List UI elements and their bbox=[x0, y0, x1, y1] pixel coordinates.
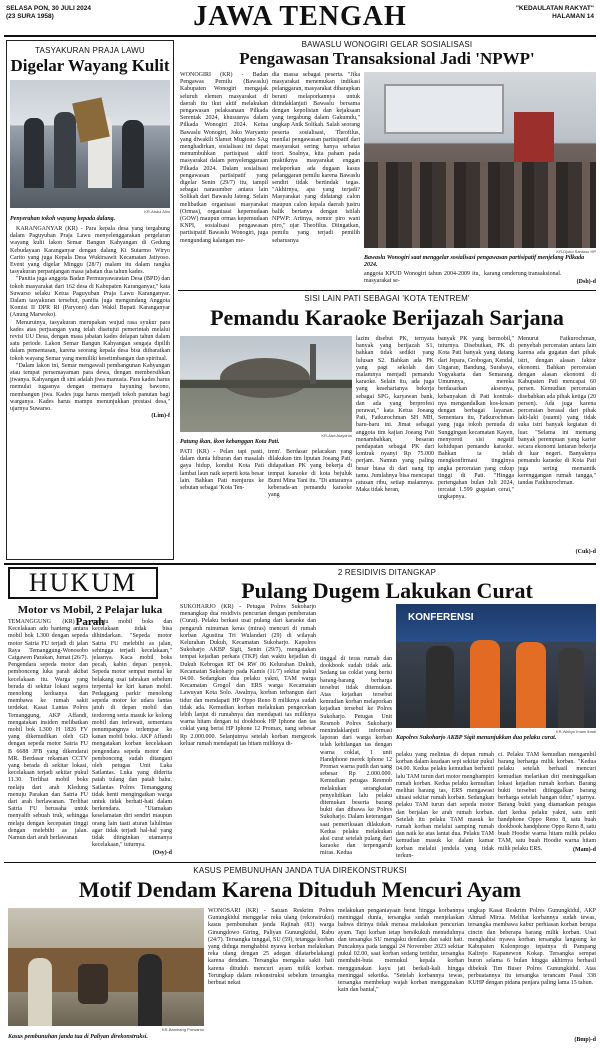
story5-photo bbox=[396, 604, 596, 728]
story2-column-3: anggota KPUD Wonogiri tahun 2004-2009 itu, masyarakat se- bbox=[364, 271, 480, 285]
story2-photo bbox=[364, 72, 596, 248]
story3-kicker: SISI LAIN PATI SEBAGAI 'KOTA TENTREM' bbox=[304, 294, 470, 303]
story2-column-1: WONOGIRI (KR) - Badan Pengawas Pemilu (Bawaslu) Kabupaten Wonogiri mengajak seluruh elemen masyarakat di daerah itu ikut aktif melakukan pengawasan pelaksanaan Pilkada Serentak 2024, khususnya dalam Pilkada Wonogiri 2024. Ketua Bawaslu Wonogiri, Joko Waryanto yang diwakili Slamet Mugiono SAg menghadirkan, sosialisasi ini dapat menumbuhkan partisipasi aktif masyarakat dalam penyelenggaraan Pilkada 2024. Dalam sosialisasi pengawasan partisipatif yang digelar Senin (29/7) itu, tampil sebagai narasumber antara lain Solikah dari Bawaslu Jateng. Selain melibatkan organisasi masyarakat (Ormas), organisasi kepemudaan (GOW) maupun ormas kepemudaan KNPI, sosialisasi pengawasan partisipatif Bawaslu Wonogiri, juga mengundang kalangan me- bbox=[180, 72, 268, 244]
hukum-headline: Pulang Dugem Lakukan Curat bbox=[241, 578, 533, 603]
story3-caption: Patung ikan, ikon kebanggan Kota Pati. bbox=[180, 439, 280, 445]
story4-headline: Motor vs Mobil, 2 Pelajar luka Parah bbox=[17, 604, 163, 628]
story3-photo-credit: KR-Alwi Alaydrus bbox=[321, 433, 352, 438]
masthead-paper: "KEDAULATAN RAKYAT" bbox=[515, 5, 594, 12]
story3-column-4: banyak PK yang bermobil," tuturnya. Disebutkan, PK di Kota Pati banyak yang datang dari Jepara, Grobogan, Kendal, Ungaran, Bandung, Surabaya, Yogyakarta dan Semarang. Umumnya, mereka berdasarkan aksesnya, kebanyakan di Pati kontrak-nya mengandalkan kos-kosan dengan berbagai layanan. Sementara itu, Fatkurochman yang juga tokoh pemuda di Sunggingan kecamatan Kayen, menyoroti sisi negatif kehidupan pemandu karaoke. Bahkan ia telah mengkonfirmasi tingginya angka perceraian yang cukup tinggi di Pati. "Hingga pertengahan bulan Juli 2024, tercatat 1.599 gugatan cerai," ungkapnya. bbox=[438, 336, 514, 501]
story6-kicker: KASUS PEMBUNUHAN JANDA TUA DIREKONSTRUKSI bbox=[193, 866, 407, 875]
story6-column-3: ungkap Kasat Reskrim Polres Gunungkidul, AKP Ahmad Mirza. Melihat korbannya sudah tewas, tersangka membawa kabur perhiasan korban berupa cincin dan beberapa barang milik korban. Usai menghabisi nyawa korban tersangka langsung ke Kabupaten Kulonprogo tepatnya di Pampang Kalirejo Kapanewon Kokap. Tersangka sempat buron selama 6 bulan hingga akhirnya berhasil dibekuk Tim Buser Polres Gunungkidul. Atas perbuatannya itu tersangka terancam Pasal 338 KUHP dengan pidana penjara paling lama 15 tahun. bbox=[468, 908, 596, 987]
masthead-page: HALAMAN 14 bbox=[552, 13, 594, 20]
masthead-rule bbox=[4, 35, 596, 37]
story4-signature: (Osy)-d bbox=[152, 850, 172, 856]
story6-photo bbox=[8, 908, 204, 1026]
story1-body bbox=[10, 226, 170, 556]
story6-column-1: WONOSARI (KR) - Satuan Reskrim Polres Gunungkidul menggelar reka ulang (rekonstruksi) kasus pembunuhan janda Rajinah (83) warga Ginungdowo Giring, Paliyan Gunungkidul, Rabu (24/7). Tersangka tunggal, SU (59), tetangga korban yang diduga menghabisi nyawa korban melakukan reka ulang dengan 25 adegan dilatarbelakangi karena dendam. Tersangka mengaku sakit hati karena dituduh mencuri ayam milik korban. Terungkap dalam rekonstruksi sebelum tersangka berbuat nekat bbox=[208, 908, 334, 987]
story2-column-2: dia massa sebagai peserta. "Jika masyarakat menemukan indikasi pelanggaran, masyarakat diharapkan berani melaporkannya untuk ditindaklanjuti Bawaslu bersama dengan kepolisian dan kejaksaan yang tergabung dalam Gakumdu," ungkap Anik Solikah. Salah seorang peserta sosialisasi, Theofilus, menilai pengawasan partisipatif dari masyarakat sering hanya sebatas teori. Soalnya, kita paham pada praktiknya masyarakat enggan melaporkan ada dugaan kasus pelanggaran pemilu karena Bawaslu sendiri tidak bertindak tegas. "Akhirnya, apa yang terjadi? Masyarakat yang didatangi calon maupun calon kepala daerah justru balik bertanya dengan istilah NPWP: Artinya, nomor piro wani piro," ujar Theofilus. Diingatkan, pemilu yang terjadi pemilih seharusnya bbox=[272, 72, 360, 244]
story6-column-2: melakukan penganiayaan berat hingga korbannya meninggal dunia, tersangka sudah menjelaskan bahwa dirinya tidak merasa melakukan pencurian ayam. Tapi korban tetap bersikukuh menuduhnya dan tersangka SU mengaku dendam dan sakit hati. Puncaknya pada tanggal 24 November 2023 sekitar pukul 02.00, saat korban sedang tertidur, tersangka membabi-buta memukul kepala korban menggunakan kayu jati berkali-kali hingga meninggal seketika. "Setelah korbannya tewas, tersangka membekap wajah korban menggunakan kain dan bantal," bbox=[338, 908, 464, 994]
story3-photo bbox=[180, 336, 352, 432]
story2-headline: Pengawasan Transaksional Jadi 'NPWP' bbox=[239, 49, 535, 68]
story1-photo bbox=[10, 80, 170, 208]
masthead-title: JAWA TENGAH bbox=[193, 1, 407, 32]
story2-kicker: BAWASLU WONOGIRI GELAR SOSIALISASI bbox=[301, 40, 473, 49]
story2-signature: (Dsh)-d bbox=[576, 279, 596, 285]
story4-column-1: TEMANGGUNG (KR) - Kecelakaan adu banteng antara mobil bok L300 dengan sepeda motor Satria FU terjadi di jalan Raya Temanggung-Wonosobo Catgawen Parakan, Jumat (26/7). Pengendara sepeda motor dan pembonceng luka parah akibat kecelakaan itu. Warga yang berada di sekitar lokasi segera menolong keduanya dan membawa ke rumah sakit terdekat. Kasat Lantas Polres Temanggung, AKP Affandi, mengatakan insiden melibatkan mobil bok L300 H 1826 FV yang dikemudikan oleh GD dengan sepeda motor Satria FU B 6688 JFB yang dikendarai MR. Berdasar rekaman CCTV yang berada di sekitar lokasi, kecelakaan terjadi sekitar pukul 11.30. Terlihat mobil boks melaju dari arah Kledung menuju Parakan dan Satria FU dari arah berlawanan. Terlihat Satria FU berusaha untuk menyalib sebuah truk, sehingga melaju dengan kecepatan tinggi dengan melebihi as jalan. Namun dari arah berlawanan bbox=[8, 619, 88, 842]
story6-caption: Kasus pembunuhan janda tua di Paliyan direkonstruksi. bbox=[8, 1034, 148, 1040]
masthead-date: SELASA PON, 30 JULI 2024 bbox=[6, 5, 92, 12]
story3-column-3: lazim disebut PK, ternyata banyak yang berijazah S1, bahkan tidak sedikit yang lulusan S2. Bahkan ada PK yang pagi sekolah dan malamnya menjadi pemandu karaoke. Selain itu, ada juga yang keseharianya bekerja sebagai SPG, karyawan bank, dan ada yang berprofesi perawat," kata Ketua Joeang Pati, Fatkurochman SH MH, baru-baru ini. Jimat sebagai anggota tim kajian Joeang Pati menambahkan, besaran pendapatan sebagai PK dari kontrak nyanyi Rp 75.000 perjam. Namun yang paling besar biasa di dari uang tip tamu. Jumlahnya bisa mencapai ratusan ribu, setiap malamnya. Maka tidak heran, bbox=[356, 336, 434, 494]
story1-paragraph-4: "Dalam lakon ini, Semar mengawali pembangunan Kahyangan atau tempat persemayaman para dewa, dengan membersihkan jiwanya. Kahyangan di sini adalah jiwa manusia. Para kades harus memulai tugasnya dengan memayu hayuning bawono, membangun jiwa. Kades juga harus menjadi tokoh panutan bagi warganya. Kades harus mampu menunjukkan prestasi desa," ujarnya Suwarso. bbox=[10, 362, 170, 413]
story5-photo-credit: KR-Wahyu Imam Ibadi bbox=[555, 729, 596, 734]
story1-headline: Digelar Wayang Kulit bbox=[10, 56, 170, 75]
hukum-kicker: 2 RESIDIVIS DITANGKAP bbox=[337, 568, 437, 577]
story5-column-4: ci. Pelaku TAM kemudian mengambil barang berharga milik korban. "Kedua pelaku setelah berhasil mencuri kemudian melarikan diri meninggalkan lokasi kejadian rumah korban. Barang bukti tersebut ditinggalkan barang berharga setelah hangan tidur," ujarnya. Barang bukti yang diamankan petugas dari kedua pelaku yakni, satu unit handphone Oppo Reno 8, satu buah dookbook handphone Oppo Reno 8, satu buah Hoodie warna hitam milik pelaku TAM, satu buah Hoodie warna hitam milik pelaku ERS. bbox=[498, 752, 596, 852]
story1-kicker: TASYAKURAN PRAJA LAWU bbox=[35, 46, 145, 55]
story1-photo-credit: KR-Abdul Alim bbox=[144, 209, 170, 214]
story1-caption: Penyerahan tokoh wayang kepada dalang. bbox=[10, 216, 116, 222]
story6-signature: (Bmp)-d bbox=[574, 1037, 596, 1043]
story3-headline: Pemandu Karaoke Berijazah Sarjana bbox=[210, 305, 564, 330]
story1-signature: (Lim)-f bbox=[151, 413, 170, 420]
story6-divider bbox=[4, 862, 596, 863]
story2-photo-credit: KR-Djoko Santoso HP bbox=[556, 249, 596, 254]
hukum-section-label: HUKUM bbox=[8, 567, 158, 599]
story3-column-1: PATI (KR) - Pelan tapi pasti, dalam dunia hiburan dan masalah gaya hidup, kondisi Kota Pati lambat laun naik seperti kota besar lain. Bahkan Pati menjurus ke sebutan sebagai 'Kota Ten- bbox=[180, 449, 264, 492]
story2-divider bbox=[178, 290, 596, 291]
story2-column-4: karang cenderung transaksional. bbox=[484, 271, 562, 277]
story1-paragraph-1: KARANGANYAR (KR) - Para kepala desa yang tergabung dalam Paguyuban Praja Lawu menyelenggarakan pergelaran wayang kulit lakon Semar Bangun Kahyangan di Gedung Kebudayaan Karanganyar dengan dalang Ki Sutarmo Wiryo Carito yang juga Kepala Desa Wukirsawit Kecamatan Jatiyoso. Event yang digelar Minggu (28/7) malam itu dalam rangka tasyakuran perpanjangan masa jabatan dua tahun kades. bbox=[10, 226, 170, 276]
hukum-top-rule bbox=[4, 563, 596, 565]
story3-column-5: Menurut Fatkurochman, penyebab perceraian antara lain karena ada gugatan dari pihak istri, dengan alasan faktor ekonomi. Bahkan perceraian dengan alasan ekonomi di Kabupaten Pati mencapai 60 persen. Kemudian perceraian disebabkan ada pihak ketiga (20 persen). Ada juga karena perceraian berasal dari pihak laki-laki (suami) yang tidak suka istri banyak kegiatan di luar. "Selama ini memang banyak perempuan yang karier secara ekonomi lantaran bekerja di luar negeri. Banyaknya pemandu karaoke di Kota Pati juga sering memantik kerenggangan rumah tangga," tandas Fatkhurochman. bbox=[518, 336, 596, 487]
story5-signature: (Mam)-d bbox=[573, 847, 596, 853]
story5-column-3: pelaku yang melintas di depan rumah korban dalam keadaan sepi sekitar pukul 04.00. Kedua pelaku kemudian berhenti lalu TAM turun dari motor menghampiri rumah korban. Kedua pelaku kemudian melihat barang tas, ERS mengawasi situasi sekitar rumah korban. Sedangkan pelaku TAM turun dari sepeda motor dan berjalan ke arah rumah korban. Setelah itu pelaku TAM masuk ke rumah korban melalui samping rumah dan naik ke atas lantai dua. Pelaku TAM kemudian masuk ke dalam kamar korban melalui jendela yang tidak terkun- bbox=[396, 752, 494, 859]
story4-column-2: melaju mobil boks dan kecelakaan tidak bisa dihindarkan. "Sepeda motor Satria FU melebihi as jalan, sehingga terjadi kecelakaan," jelasnya. Kaca mobil boks pecah, kabin depan penyok. Sepeda motor sempat mental ke belakang usai tabrakan sebelum terpental ke kiri kanan mobil. Pedaggang parkir menolong sepeda motor ke udara lantas jatuh di depan mobil dan terdorong serta masuk ke kolong mobil dan terlewati, sementara penumpangnya terlempar ke kanan mobil boks. AKP Affandi mengatakan korban kecelakaan pengendara sepeda motor dan pembonceng sudah ditangani oleh petugas Unit Laka Satlantas. Luka yang diderita patah tulang dan patah bahu. Satlantas Polres Temanggung tidak henti mengingatkan warga untuk tidak berhati-hati dalam berkendara. "Utamakan keselamatan diri sendiri maupun orang lain taati aturan lalulintas agar tidak terjadi hal-hal yang tidak diinginkan utamanya kecelakaan," tuturnya. bbox=[92, 619, 172, 849]
story6-photo-credit: KR-Bambang Purwanto bbox=[161, 1027, 204, 1032]
story2-caption: Bawaslu Wonogiri saat menggelar sosialisasi pengawasan partisipatif menjelang Pilkada 2024. bbox=[364, 255, 585, 268]
story5-caption: Kapolres Sukoharjo AKBP Sigit menunjukkan dua pelaku curat. bbox=[396, 735, 557, 741]
story3-column-2: trem'. Berdasar pelacakan yang dilakukan tim liputan Joeang Pati, didapatkan PK yang bekerja di tempat karaoke di kota bejuluk Bumi Mina Tani itu. "Di antaranya keberada-an pemandu karaoke yang bbox=[268, 449, 352, 499]
story1-paragraph-2: "Panitia juga anggota Badan Permusyawaratan Desa (BPD) dan tokoh masyarakat dari 162 desa di Kabupaten Karanganyar," kata Suwarso selaku Ketua Paguyuban Praja Lawu Karanganyar. Dalam tasyakuran tersebut, panitia juga mengundang Anggota Komisi II DPR RI (Paryono) dan Wakil Bupati Karanganyar (Anung Marwoko). bbox=[10, 276, 170, 319]
story5-banner: KONFERENSI bbox=[408, 612, 474, 623]
masthead-date-javanese: (23 SURA 1958) bbox=[6, 13, 54, 20]
story6-headline: Motif Dendam Karena Dituduh Mencuri Ayam bbox=[78, 877, 522, 902]
story1-paragraph-3: Menurutnya, tasyakuran merupakan wujud rasa syukur para kades atas perjuangan yang telah disetujui pemerintah melalui revisi UU Desa, dengan masa jabatan kades delapan tahun dalam satu periode. Lakon Semar Bangun Kahyangan sengaja dipilih dalam pementasan, karena seorang kepala desa bisa diibaratkan tokoh wayang Semar yang memiliki kesetimbangan dan spiritual. bbox=[10, 319, 170, 362]
story5-column-1: SUKOHARJO (KR) - Petugas Polres Sukoharjo menangkap dua residivis pencurian dengan pemberatan (Curat). Pelaku berkasi usai pulang dari karaoke dan pengaruh minuman keras (miras) mencuri di rumah korban Agustina Tri Wulandari (29) di wilayah Kelurahan Dukuh, Kecamatan Sukoharjo. Kapolres Sukoharjo AKBP Sigit, Senin (29/7), mengatakan tempat kejadian perkara (TKP) dan waktu kejadian di Dukuh Kebrogan RT 04 RW 06 Kelurahan Dukuh, Kecamatan Sukoharjo pada Kamis (11/7) sekitar pukul 04.00. Sedangkan dua pelaku yakni, TAM warga Kecamatan Grogol dan ERS warga Kecamatan Lawuyan Kota Solo. Awalnya, korban terbangun dari tidur dan mendapati HP Oppo Reno 8 miliknya sudah tidak ada. Kemudian korban melakukan pengecekan lebih lanjut di rumahnya dan mendapati tas miliknya warna hitam dengan isi dookbook HP Iphone dan tas coklat yang berisi HP Iphone 12 Promax, uang sebesar Rp 2.000.000. Selanjutnya setelah korban mengecek keluar rumah mendapati tas hitam miliknya di- bbox=[180, 604, 316, 747]
story3-signature: (Cuk)-d bbox=[575, 549, 596, 555]
story5-column-2: tinggal di teras rumah dan dookbook sudah tidak ada. Sedang tas coklat yang berisi barang-barang berharga tersebut tidak ditemukan. Atas kejadian tersebut kemudian korban melaporkan kejadian tersebut ke Polres Sukoharjo. Petugas Unit Resmob Polres Sukoharjo menindaklanjuti informasi laporan dari warga korban telah kehilangan tas dengan warna coklat, 1 unit Handphone merek Iphone 12 Promax warna putih dan uang sebesar Rp 2.000.000. Kemudian petugas Resmob melakukan serangkaian penyelidikan lalu pelaku ditemukan beserta barang bukti dan dibawa ke Polres Sukoharjo. Dalam keterangan saat pemeriksaan dilakukan, Kedua pelaku melakukan aksi curat setelah pulang dari karaoke dan terpengaruh miras. Kedua bbox=[320, 656, 392, 857]
